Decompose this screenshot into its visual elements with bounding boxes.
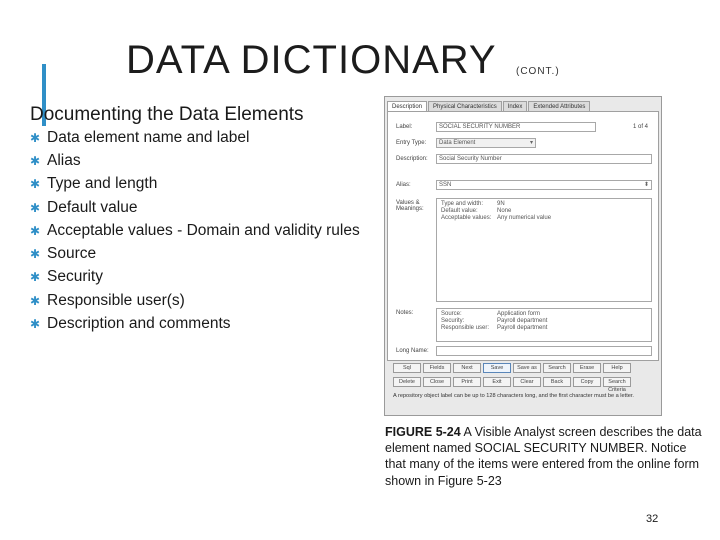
notes-key: Source: [441, 311, 462, 317]
sql-button[interactable]: Sql [393, 363, 421, 373]
values-key: Type and width: [441, 201, 484, 207]
tab-index[interactable]: Index [503, 101, 528, 111]
figure-label: FIGURE 5-24 [385, 425, 461, 439]
print-button[interactable]: Print [453, 377, 481, 387]
bullet-item [30, 242, 360, 265]
values-meanings-textarea[interactable] [436, 198, 652, 302]
record-counter: 1 of 4 [632, 124, 648, 130]
values-key: Acceptable values: [441, 215, 492, 221]
long-name-input[interactable] [436, 346, 652, 356]
page-number: 32 [646, 513, 659, 525]
search-criteria-button[interactable]: Search Criteria [603, 377, 631, 387]
help-button[interactable]: Help [603, 363, 631, 373]
notes-row [441, 311, 540, 317]
values-row [441, 208, 511, 214]
description-label: Description: [396, 156, 428, 162]
notes-label: Notes: [396, 310, 414, 316]
chevron-down-icon: ⬍ [643, 182, 649, 188]
entry-type-value: Data Element [439, 140, 476, 146]
entry-type-label: Entry Type: [396, 140, 427, 146]
exit-button[interactable]: Exit [483, 377, 511, 387]
screenshot-tab-bar [387, 101, 591, 111]
bullet-asterisk-icon: ✱ [30, 270, 41, 285]
bullet-item [30, 149, 360, 172]
figure-caption [385, 424, 705, 489]
values-row [441, 215, 551, 221]
entry-type-select[interactable] [436, 138, 536, 148]
status-bar: A repository object label can be up to 128 characters long, and the first character must be a letter. [393, 393, 634, 399]
save-as-button[interactable]: Save as [513, 363, 541, 373]
notes-key: Security: [441, 318, 465, 324]
values-row [441, 201, 505, 207]
clear-button[interactable]: Clear [513, 377, 541, 387]
slide-subtitle: Documenting the Data Elements [30, 104, 304, 125]
erase-button[interactable]: Erase [573, 363, 601, 373]
button-row-1 [393, 363, 631, 373]
close-button[interactable]: Close [423, 377, 451, 387]
tab-physical-characteristics[interactable]: Physical Characteristics [428, 101, 502, 111]
values-val: Any numerical value [497, 215, 552, 221]
notes-key: Responsible user: [441, 325, 490, 331]
bullet-asterisk-icon: ✱ [30, 153, 41, 168]
label-field-label: Label: [396, 124, 413, 130]
bullet-item [30, 266, 360, 289]
bullet-item [30, 196, 360, 219]
alias-value: SSN [439, 182, 452, 188]
notes-textarea[interactable] [436, 308, 652, 342]
bullet-text: Data element name and label [47, 128, 250, 146]
visible-analyst-screenshot [384, 96, 662, 416]
bullet-text: Security [47, 268, 103, 286]
bullet-asterisk-icon: ✱ [30, 247, 41, 262]
bullet-asterisk-icon: ✱ [30, 200, 41, 215]
description-input[interactable]: Social Security Number [436, 154, 652, 164]
values-val: None [497, 208, 512, 214]
long-name-label: Long Name: [396, 348, 429, 354]
notes-val: Payroll department [497, 325, 548, 331]
label-input[interactable]: SOCIAL SECURITY NUMBER [436, 122, 596, 132]
bullet-asterisk-icon: ✱ [30, 130, 41, 145]
next-button[interactable]: Next [453, 363, 481, 373]
bullet-text: Description and comments [47, 315, 231, 333]
bullet-asterisk-icon: ✱ [30, 317, 41, 332]
bullet-item [30, 126, 360, 149]
bullet-item [30, 312, 360, 335]
bullet-item [30, 289, 360, 312]
notes-row [441, 318, 547, 324]
save-button[interactable]: Save [483, 363, 511, 373]
values-key: Default value: [441, 208, 478, 214]
bullet-item [30, 173, 360, 196]
notes-val: Payroll department [497, 318, 548, 324]
delete-button[interactable]: Delete [393, 377, 421, 387]
bullet-text: Responsible user(s) [47, 291, 185, 309]
slide-title: DATA DICTIONARY [126, 38, 497, 82]
bullet-asterisk-icon: ✱ [30, 293, 41, 308]
tab-description[interactable]: Description [387, 101, 427, 111]
slide-title-suffix: (CONT.) [516, 66, 560, 77]
bullet-text: Alias [47, 151, 81, 169]
back-button[interactable]: Back [543, 377, 571, 387]
bullet-text: Acceptable values - Domain and validity rules [47, 221, 360, 239]
tab-extended-attributes[interactable]: Extended Attributes [528, 101, 590, 111]
copy-button[interactable]: Copy [573, 377, 601, 387]
bullet-text: Default value [47, 198, 138, 216]
notes-row [441, 325, 547, 331]
values-val: 9N [497, 201, 505, 207]
bullet-asterisk-icon: ✱ [30, 223, 41, 238]
notes-val: Application form [497, 311, 541, 317]
figure-caption-text: A Visible Analyst screen describes the data element named SOCIAL SECURITY NUMBER. Notice that many of the items were entered from the online form shown in Figure 5-23 [385, 425, 702, 488]
alias-label: Alias: [396, 182, 411, 188]
fields-button[interactable]: Fields [423, 363, 451, 373]
chevron-down-icon: ▾ [529, 140, 533, 146]
bullet-text: Source [47, 245, 97, 263]
bullet-item [30, 219, 360, 242]
alias-input[interactable] [436, 180, 652, 190]
button-row-2 [393, 377, 631, 393]
values-meanings-label: Values & Meanings: [396, 200, 424, 212]
search-button[interactable]: Search [543, 363, 571, 373]
description-pane [387, 111, 659, 361]
bullet-asterisk-icon: ✱ [30, 177, 41, 192]
bullet-list [30, 126, 360, 336]
bullet-text: Type and length [47, 175, 158, 193]
